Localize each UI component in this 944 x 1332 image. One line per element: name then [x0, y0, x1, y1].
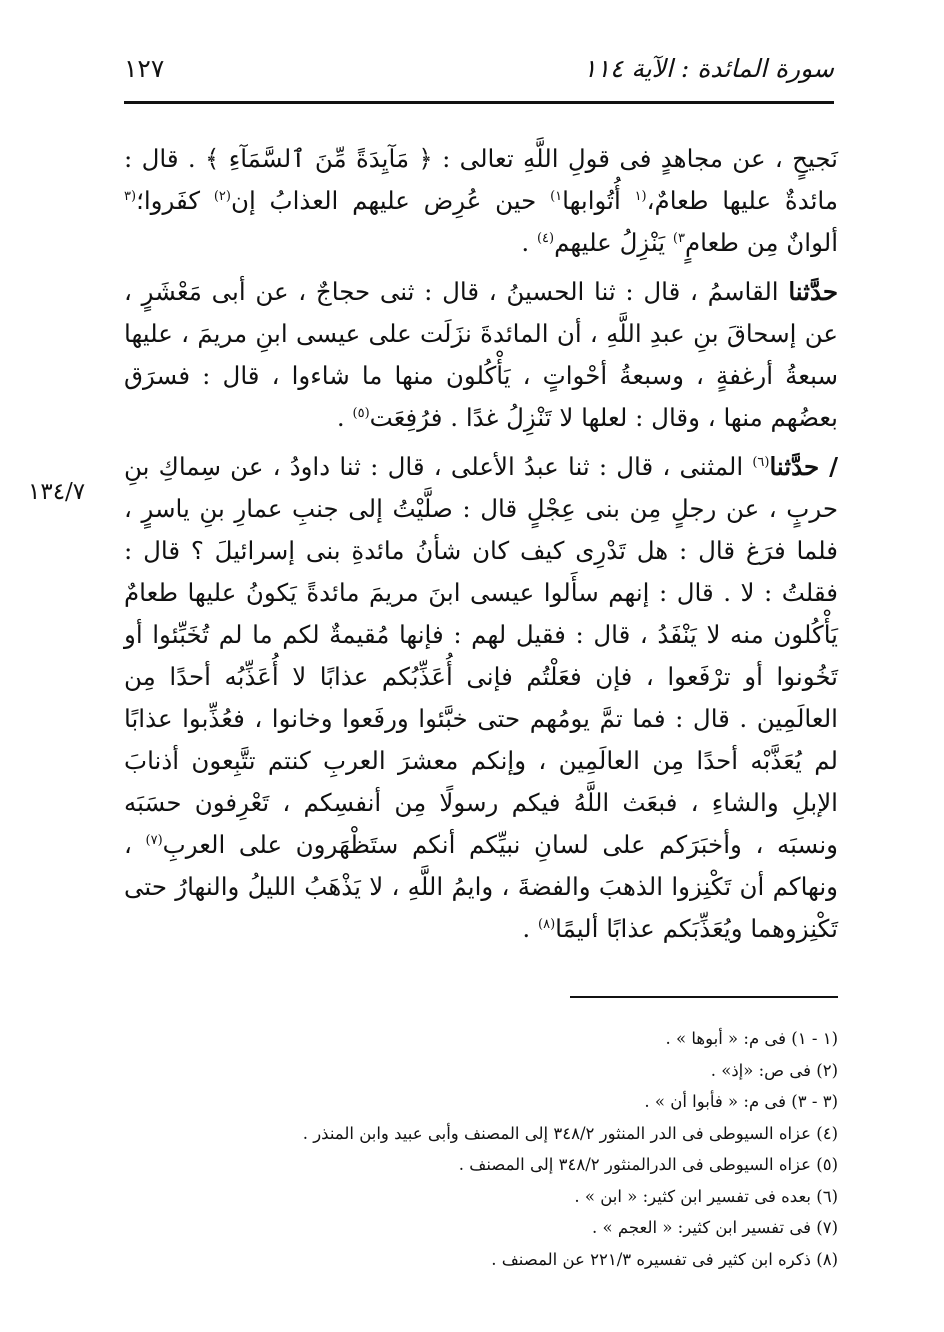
text-run: القاسمُ ، قال : ثنا الحسينُ ، قال : ثنى حجاجٌ ، عن أبى مَعْشَرٍ ، عن إسحاقَ بنِ عبدِ اللَّهِ ، أن المائدةَ نزَلَت على عيسى ابنِ مريمَ ، عليها سبعةُ أرغفةٍ ، وسبعةُ أحْواتٍ ، يَأْكُلون منها ما شاءوا ، قال : فسرَق بعضُهم منها ، وقال : لعلها لا تَنْزِلُ غدًا . فرُفِعَت	[124, 277, 838, 432]
footnote: (٨) ذكره ابن كثير فى تفسيره ٢٢١/٣ عن المصنف .	[491, 1249, 838, 1269]
footnote-marker: (٦)	[752, 454, 770, 470]
footnote-marker: (٧)	[145, 832, 163, 848]
narration-opening: حدَّثنا	[788, 277, 838, 306]
text-run: .	[336, 403, 353, 432]
narration-opening: حدَّثنا	[769, 452, 830, 481]
text-run: كفَروا؛	[136, 186, 214, 215]
surah-verse-heading: سورة المائدة : الآية ١١٤	[583, 54, 834, 83]
main-text	[124, 138, 838, 950]
paragraph-1	[124, 138, 838, 264]
page-number: ١٢٧	[124, 54, 165, 83]
footnote: (٦) بعده فى تفسير ابن كثير: « ابن » .	[574, 1186, 838, 1206]
footnote-marker: (١	[634, 188, 647, 204]
text-run: ، ونهاكم أن تَكْنِزوا الذهبَ والفضةَ ، وايمُ اللَّهِ ، لا يَذْهَبُ الليلُ والنهارُ حتى تَكْنِزوهما ويُعَذِّبَكم عذابًا أليمًا	[124, 830, 838, 943]
footnote-separator	[570, 996, 838, 998]
footnote: (٥) عزاه السيوطى فى الدرالمنثور ٣٤٨/٢ إلى المصنف .	[458, 1155, 838, 1174]
footnote: (٧) فى تفسير ابن كثير: « العجم » .	[592, 1218, 838, 1237]
text-run: المثنى ، قال : ثنا عبدُ الأعلى ، قال : ثنا داودُ ، عن سِماكِ بنِ حربٍ ، عن رجلٍ مِن بنى عِجْلٍ قال : صلَّيْتُ إلى جنبِ عمارِ بنِ ياسرٍ ، فلما فرَغ قال : هل تَدْرِى كيف كان شأنُ مائدةِ بنى إسرائيلَ ؟ قال : فقلتُ : لا . قال : إنهم سأَلوا عيسى ابنَ مريمَ مائدةً يَكونُ عليها طعامٌ يَأْكُلون منه لا يَنْفَدُ ، قال : فقيل لهم : فإنها مُقيمةٌ لكم ما لم تُخَبِّئوا أو تَخُونوا أو ترْفَعوا ، فإن فعَلْتُم فإنى أُعَذِّبُكم عذابًا لا أُعَذِّبُه أحدًا مِن العالَمِين . قال : فما تمَّ يومُهم حتى خبَّئوا ورفَعوا وخانوا ، فعُذِّبوا عذابًا لم يُعَذَّبْه أحدًا مِن العالَمِين ، وإنكم معشرَ العربِ كنتم تتَّبِعون أذنابَ الإبلِ والشاءِ ، فبعَث اللَّهُ فيكم رسولًا مِن أنفسِكم ، تَعْرِفون حسَبَه ونسبَه ، وأخبَرَكم على لسانِ نبيِّكم أنكم ستَظْهَرون على العربِ	[124, 452, 838, 859]
footnote: (٢) فى ص: «إذ» .	[710, 1060, 838, 1080]
footnote: (٤) عزاه السيوطى فى الدر المنثور ٣٤٨/٢ إلى المصنف وأبى عبيد وابن المنذر .	[302, 1123, 838, 1143]
footnote: (١ - ١) فى م: « أبوها » .	[665, 1029, 838, 1048]
page-break-marker: /	[829, 452, 839, 481]
running-header	[124, 48, 834, 92]
text-run: ألوانٌ مِن طعامٍ	[684, 228, 838, 257]
text-run: .	[521, 228, 537, 257]
header-rule	[124, 101, 834, 104]
text-run: يَنْزِلُ عليهم	[554, 228, 673, 257]
footnotes	[124, 1023, 838, 1275]
footnote: (٣ - ٣) فى م: « فأبوا أن » .	[644, 1092, 838, 1111]
text-run: .	[522, 914, 538, 943]
footnote-marker: (٢)	[213, 188, 231, 204]
footnote-marker: (٨)	[538, 916, 556, 932]
text-run: نَجيحٍ ، عن مجاهدٍ فى قولِ اللَّهِ تعالى : ﴿ مَآيِدَةً مِّنَ ٱلسَّمَآءِ ﴾ . قال : مائدةٌ عليها طعامٌ،	[124, 144, 838, 215]
text-run: أُتُوابها	[562, 186, 635, 215]
paragraph-2	[124, 271, 838, 439]
footnote-marker: (٥)	[352, 405, 370, 421]
margin-reference: ١٣٤/٧	[28, 479, 86, 505]
footnote-marker: ١)	[550, 188, 563, 204]
footnote-marker: (٣	[124, 188, 137, 204]
paragraph-3	[124, 446, 838, 950]
footnote-marker: ٣)	[672, 230, 685, 246]
text-run: حين عُرِض عليهم العذابُ إن	[230, 186, 551, 215]
footnote-marker: (٤)	[536, 230, 555, 246]
